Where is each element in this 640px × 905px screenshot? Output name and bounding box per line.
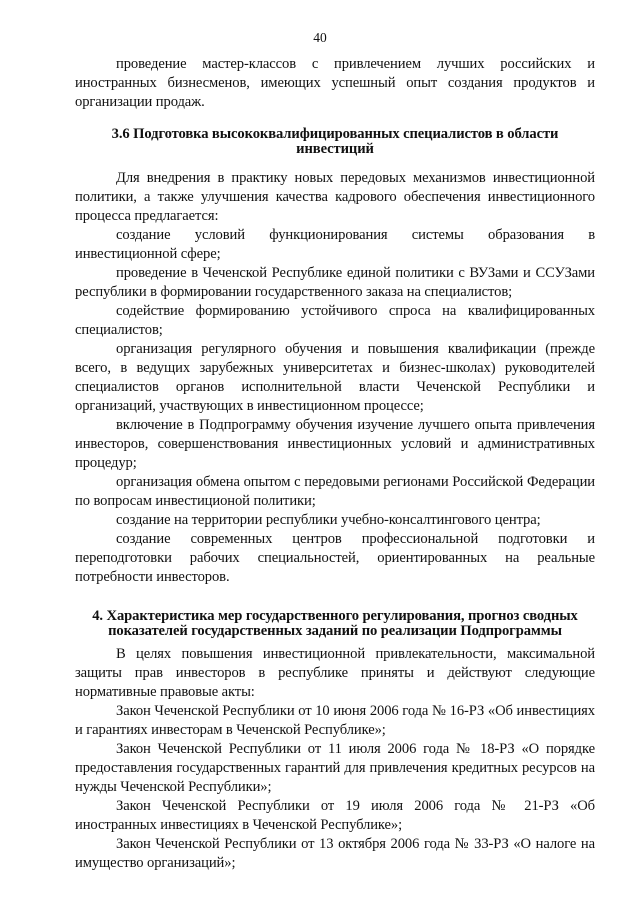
paragraph: Для внедрения в практику новых передовых механизмов инвестиционной политики, а также улучшения качества кадрового обеспечения инвестиционного процесса предлагается: (75, 170, 595, 224)
list-item: создание современных центров профессиональной подготовки и переподготовки рабочих специальностей, ориентированных на реальные потребности инвесторов. (75, 531, 595, 585)
list-item: организация регулярного обучения и повышения квалификации (прежде всего, в ведущих зарубежных университетах и бизнес-школах) руководителей специалистов органов исполнительной власти Чеченской Республики и организаций, участвующих в инвестиционном процессе; (75, 341, 595, 414)
paragraph: В целях повышения инвестиционной привлекательности, максимальной защиты прав инвесторов в республике приняты и действуют следующие нормативные правовые акты: (75, 646, 595, 700)
list-item: содействие формированию устойчивого спроса на квалифицированных специалистов; (75, 303, 595, 338)
paragraph-continuation: проведение мастер-классов с привлечением лучших российских и иностранных бизнесменов, имеющих успешный опыт создания продуктов и организации продаж. (75, 56, 595, 110)
list-item: включение в Подпрограмму обучения изучение лучшего опыта привлечения инвесторов, совершенствования инвестиционных условий и административных процедур; (75, 417, 595, 471)
section-3-6-body (75, 169, 595, 587)
page-content (75, 55, 595, 873)
section-4-body (75, 645, 595, 873)
law-item: Закон Чеченской Республики от 19 июля 2006 года № 21-РЗ «Об иностранных инвестициях в Чеченской Республике»; (75, 798, 595, 833)
page-number: 40 (313, 30, 327, 45)
list-item: организация обмена опытом с передовыми регионами Российской Федерации по вопросам инвестиционой политики; (75, 474, 595, 509)
section-heading-4: 4. Характеристика мер государственного регулирования, прогноз сводных показателей государственных заданий по реализации Подпрограммы (92, 608, 578, 639)
list-item: создание условий функционирования системы образования в инвестиционной сфере; (75, 227, 595, 262)
list-item: создание на территории республики учебно-консалтингового центра; (116, 512, 541, 528)
law-item: Закон Чеченской Республики от 10 июня 2006 года № 16-РЗ «Об инвестициях и гарантиях инвесторам в Чеченской Республике»; (75, 703, 595, 738)
law-item: Закон Чеченской Республики от 11 июля 2006 года № 18-РЗ «О порядке предоставления государственных гарантий для привлечения кредитных ресурсов на нужды Чеченской Республики»; (75, 741, 595, 795)
law-item: Закон Чеченской Республики от 13 октября 2006 года № 33-РЗ «О налоге на имущество организаций»; (75, 836, 595, 871)
list-item: проведение в Чеченской Республике единой политики с ВУЗами и ССУЗами республики в формировании государственного заказа на специалистов; (75, 265, 595, 300)
section-heading-3-6: 3.6 Подготовка высококвалифицированных специалистов в области инвестиций (111, 126, 559, 157)
